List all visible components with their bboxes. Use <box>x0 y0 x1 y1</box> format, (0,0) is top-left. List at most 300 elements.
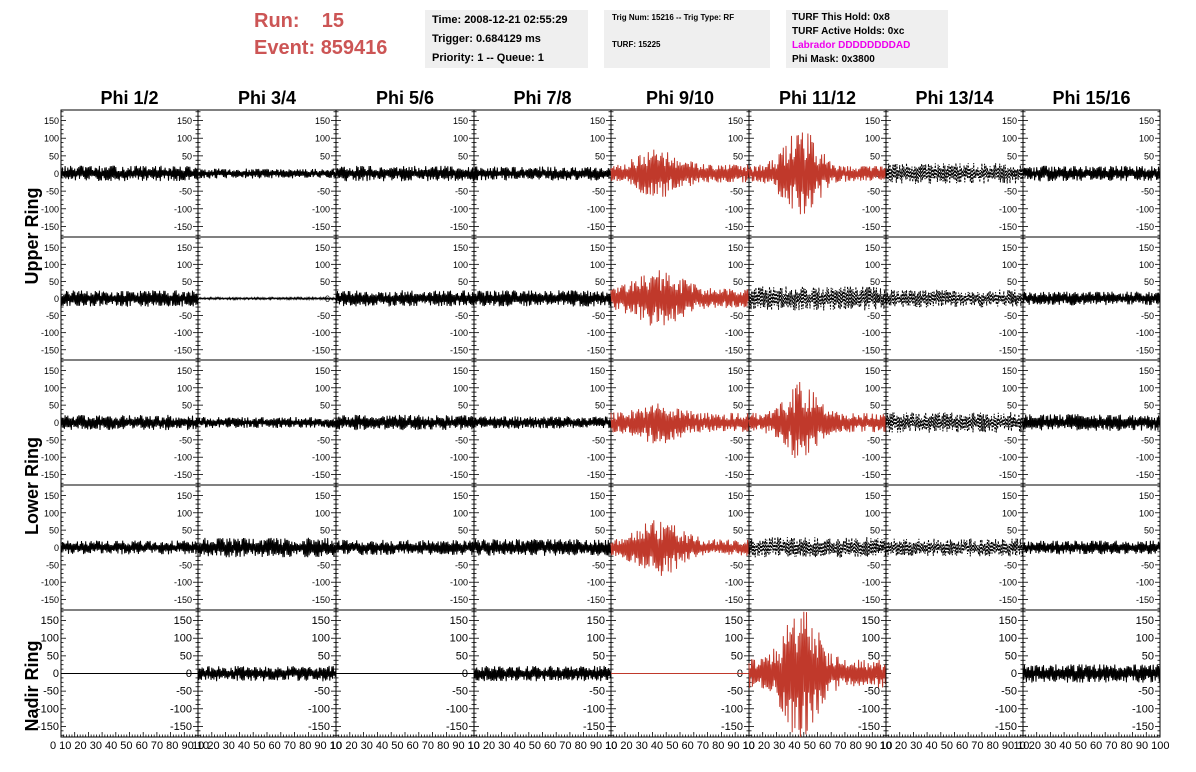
waveform-trace <box>749 286 886 310</box>
y-tick-label: 100 <box>452 383 468 394</box>
x-tick-labels: 10 20 30 40 50 60 70 80 90 10 <box>879 740 1030 752</box>
y-tick-label: 150 <box>727 490 743 501</box>
y-tick-label: 150 <box>314 365 330 376</box>
y-tick-label: 150 <box>864 242 880 253</box>
y-tick-label: -150 <box>449 470 468 481</box>
y-tick-label: -100 <box>1135 452 1154 463</box>
y-tick-label: 0 <box>737 294 743 304</box>
y-tick-label: 150 <box>176 242 192 253</box>
y-tick-label: -150 <box>724 595 743 606</box>
y-tick-label: -100 <box>586 204 605 215</box>
y-tick-label-left: 50 <box>48 276 59 287</box>
y-tick-label-left: -150 <box>40 595 59 606</box>
y-tick-label: 100 <box>314 259 330 270</box>
y-tick-label: -100 <box>861 452 880 463</box>
y-tick-label: 150 <box>452 242 468 253</box>
waveform-trace <box>198 417 336 428</box>
waveform-trace <box>1023 664 1160 682</box>
y-tick-label: 0 <box>1011 294 1017 304</box>
y-tick-label: -50 <box>1138 685 1154 698</box>
y-tick-label: -150 <box>1135 595 1154 606</box>
y-tick-label: -50 <box>591 186 605 197</box>
y-tick-label: 100 <box>727 133 743 144</box>
y-tick-label: 150 <box>1001 490 1017 501</box>
y-tick-label: -50 <box>591 311 605 322</box>
y-tick-label: 150 <box>589 116 605 127</box>
y-tick-label: 100 <box>176 259 192 270</box>
y-tick-label: -50 <box>866 435 880 446</box>
y-tick-label: -50 <box>866 311 880 322</box>
y-tick-label: 100 <box>1001 383 1017 394</box>
y-tick-label: 100 <box>589 383 605 394</box>
y-tick-label: -150 <box>998 221 1017 232</box>
y-tick-label: -100 <box>1135 328 1154 339</box>
y-tick-label: -50 <box>454 435 468 446</box>
y-tick-label: -150 <box>724 345 743 356</box>
y-tick-label: -50 <box>454 311 468 322</box>
y-tick-label: 100 <box>589 508 605 519</box>
y-tick-label-left: -50 <box>45 435 59 446</box>
y-tick-label: 0 <box>599 418 605 428</box>
y-tick-label-left: 150 <box>43 365 59 376</box>
y-tick-label-left: 150 <box>43 116 59 127</box>
y-tick-label: 0 <box>598 668 605 680</box>
trigger-text: Trigger: 0.684129 ms <box>432 33 541 45</box>
waveform-trace <box>198 169 336 179</box>
waveform-trace <box>474 290 611 306</box>
y-tick-label: 100 <box>449 632 468 645</box>
column-title: Phi 3/4 <box>237 88 297 108</box>
y-tick-label: 150 <box>998 615 1017 628</box>
waveform-trace <box>749 612 886 737</box>
waveform-trace <box>1023 292 1160 306</box>
y-tick-label-left: 0 <box>52 668 59 680</box>
y-tick-label-left: 50 <box>48 525 59 536</box>
turf-hold-text: TURF This Hold: 0x8 <box>792 12 890 23</box>
y-tick-label: 100 <box>311 632 330 645</box>
y-tick-label: 100 <box>724 632 743 645</box>
y-tick-label: -150 <box>1131 720 1154 733</box>
turf-active-text: TURF Active Holds: 0xc <box>792 26 905 37</box>
column-title: Phi 11/12 <box>778 88 857 108</box>
y-tick-label: 150 <box>1138 116 1154 127</box>
y-tick-label: 150 <box>727 242 743 253</box>
y-tick-label: 100 <box>1138 508 1154 519</box>
y-tick-label: 50 <box>457 400 468 411</box>
y-tick-label: -150 <box>173 345 192 356</box>
y-tick-label-left: 0 <box>53 294 59 304</box>
y-tick-label: 0 <box>462 294 468 304</box>
y-tick-label: 0 <box>462 543 468 553</box>
y-tick-label: 100 <box>864 508 880 519</box>
y-tick-label: 0 <box>186 543 192 553</box>
y-tick-label: -100 <box>311 452 330 463</box>
y-tick-label-left: 0 <box>53 418 59 428</box>
y-tick-label: 150 <box>861 615 880 628</box>
y-tick-label: -50 <box>1140 186 1154 197</box>
y-tick-label: -50 <box>729 435 743 446</box>
y-tick-label: 150 <box>586 615 605 628</box>
y-tick-label: -100 <box>998 452 1017 463</box>
y-tick-label: 50 <box>181 151 192 162</box>
y-tick-label: 150 <box>1001 116 1017 127</box>
y-tick-label: -100 <box>724 452 743 463</box>
y-tick-label: 50 <box>181 276 192 287</box>
y-tick-label: 150 <box>864 490 880 501</box>
y-tick-label-left: -150 <box>40 470 59 481</box>
y-tick-label: -100 <box>1131 703 1154 716</box>
column-title: Phi 9/10 <box>645 88 715 108</box>
waveform-trace <box>336 415 474 430</box>
y-tick-label: 0 <box>185 668 192 680</box>
y-tick-label: 150 <box>864 365 880 376</box>
y-tick-label: -150 <box>998 345 1017 356</box>
y-tick-label: -50 <box>454 560 468 571</box>
y-tick-label: -100 <box>998 577 1017 588</box>
y-tick-label-left: -100 <box>36 703 59 716</box>
waveform-trace <box>198 666 336 681</box>
y-tick-label-left: 100 <box>43 259 59 270</box>
y-tick-label: -100 <box>861 204 880 215</box>
y-tick-label: 150 <box>176 116 192 127</box>
panel-frame <box>886 610 1023 737</box>
y-tick-label: 50 <box>869 151 880 162</box>
y-tick-label-left: 0 <box>53 543 59 553</box>
y-tick-label: 50 <box>319 400 330 411</box>
y-tick-label: 50 <box>181 400 192 411</box>
y-tick-label-left: 150 <box>40 615 59 628</box>
y-tick-label: -100 <box>449 452 468 463</box>
y-tick-label: 0 <box>324 294 330 304</box>
y-tick-label: 50 <box>1004 650 1017 663</box>
y-tick-label: -50 <box>452 685 468 698</box>
waveform-trace <box>61 290 198 306</box>
y-tick-label: -150 <box>724 221 743 232</box>
y-tick-label: -50 <box>1140 560 1154 571</box>
column-title: Phi 1/2 <box>100 88 159 108</box>
y-tick-label: 0 <box>874 418 880 428</box>
y-tick-label: 0 <box>1011 169 1017 179</box>
y-tick-label: 50 <box>594 400 605 411</box>
y-tick-label: -50 <box>316 311 330 322</box>
y-tick-label: -100 <box>449 328 468 339</box>
y-tick-label: 50 <box>869 276 880 287</box>
y-tick-label: 150 <box>1138 490 1154 501</box>
waveform-trace <box>1023 541 1160 555</box>
y-tick-label: 150 <box>589 242 605 253</box>
y-tick-label: 150 <box>314 242 330 253</box>
y-tick-label: 50 <box>1006 400 1017 411</box>
y-tick-label-left: -100 <box>40 452 59 463</box>
y-tick-label: -50 <box>1001 685 1017 698</box>
y-tick-label: 0 <box>324 169 330 179</box>
y-tick-label: -150 <box>857 720 880 733</box>
y-tick-label: -150 <box>173 470 192 481</box>
y-tick-label: 50 <box>1006 276 1017 287</box>
y-tick-label: 50 <box>455 650 468 663</box>
waveform-trace <box>749 382 886 458</box>
x-tick-labels: 10 20 30 40 50 60 70 80 90 10 <box>467 740 618 752</box>
y-tick-label: 100 <box>176 383 192 394</box>
y-tick-label: 50 <box>592 650 605 663</box>
priority-text: Priority: 1 -- Queue: 1 <box>432 52 544 64</box>
y-tick-label-left: 150 <box>43 242 59 253</box>
y-tick-label: -150 <box>586 345 605 356</box>
y-tick-label: 100 <box>864 383 880 394</box>
y-tick-label-left: 100 <box>43 383 59 394</box>
y-tick-label: 0 <box>1148 418 1154 428</box>
y-tick-label-left: 50 <box>46 650 59 663</box>
y-tick-label: -100 <box>857 703 880 716</box>
waveform-trace <box>61 541 198 555</box>
y-tick-label: -50 <box>178 186 192 197</box>
y-tick-label: 0 <box>874 169 880 179</box>
y-tick-label: 0 <box>736 668 743 680</box>
y-tick-label: -150 <box>724 470 743 481</box>
y-tick-label-left: -50 <box>45 560 59 571</box>
y-tick-label-left: 50 <box>48 151 59 162</box>
y-tick-label: -50 <box>1140 435 1154 446</box>
y-tick-label: 0 <box>1011 543 1017 553</box>
y-tick-label: -150 <box>1135 345 1154 356</box>
y-tick-label: 100 <box>589 133 605 144</box>
waveform-trace <box>474 416 611 428</box>
x-tick-labels: 10 20 30 40 50 60 70 80 90 10 <box>330 740 480 752</box>
y-tick-label: 0 <box>462 169 468 179</box>
waveform-trace <box>198 538 336 557</box>
y-tick-label: 0 <box>186 418 192 428</box>
y-tick-label: 150 <box>589 365 605 376</box>
y-tick-label: 150 <box>589 490 605 501</box>
y-tick-label: -50 <box>864 685 880 698</box>
y-tick-label: -100 <box>173 577 192 588</box>
row-label: Upper Ring <box>22 187 42 285</box>
y-tick-label: 100 <box>864 259 880 270</box>
y-tick-label: -100 <box>724 577 743 588</box>
y-tick-label: -150 <box>307 720 330 733</box>
y-tick-label: 50 <box>319 151 330 162</box>
y-tick-label-left: -150 <box>40 345 59 356</box>
y-tick-label: 0 <box>462 418 468 428</box>
y-tick-label: 150 <box>173 615 192 628</box>
y-tick-label: -150 <box>449 221 468 232</box>
run-label: Run: <box>254 10 300 32</box>
y-tick-label: 150 <box>176 490 192 501</box>
y-tick-label: -50 <box>454 186 468 197</box>
y-tick-label: -150 <box>861 221 880 232</box>
y-tick-label: 100 <box>314 508 330 519</box>
y-tick-label: -150 <box>173 595 192 606</box>
y-tick-label-left: -100 <box>40 328 59 339</box>
y-tick-label: 50 <box>457 151 468 162</box>
y-tick-label: -50 <box>178 311 192 322</box>
y-tick-label: 50 <box>730 650 743 663</box>
y-tick-label: -100 <box>311 577 330 588</box>
y-tick-label: 100 <box>998 632 1017 645</box>
y-tick-label: 50 <box>594 151 605 162</box>
y-tick-label: 150 <box>314 490 330 501</box>
y-tick-label: -100 <box>861 328 880 339</box>
y-tick-label: -150 <box>998 470 1017 481</box>
y-tick-label: -150 <box>173 221 192 232</box>
row-label: Nadir Ring <box>22 640 42 732</box>
y-tick-label-left: -100 <box>40 204 59 215</box>
y-tick-label: -100 <box>307 703 330 716</box>
y-tick-label: 100 <box>1135 632 1154 645</box>
waveform-trace <box>886 412 1023 433</box>
y-tick-label: 0 <box>186 294 192 304</box>
y-tick-label: -150 <box>861 345 880 356</box>
y-tick-label: 150 <box>1001 365 1017 376</box>
column-title: Phi 7/8 <box>513 88 572 108</box>
y-tick-label: 150 <box>1138 242 1154 253</box>
x-tick-labels: 10 20 30 40 50 60 70 80 90 10 <box>192 740 342 752</box>
y-tick-label: 100 <box>452 259 468 270</box>
y-tick-label: -50 <box>1140 311 1154 322</box>
y-tick-label: 50 <box>732 525 743 536</box>
y-tick-label: -50 <box>591 435 605 446</box>
y-tick-label: 50 <box>594 276 605 287</box>
waveform-trace <box>61 166 198 181</box>
y-tick-label: -100 <box>1135 204 1154 215</box>
row-label: Lower Ring <box>22 437 42 535</box>
waveform-trace <box>749 537 886 558</box>
y-tick-label-left: 100 <box>40 632 59 645</box>
y-tick-label: 50 <box>732 400 743 411</box>
y-tick-label: 150 <box>724 615 743 628</box>
y-tick-label: -100 <box>1135 577 1154 588</box>
time-text: Time: 2008-12-21 02:55:29 <box>432 14 568 26</box>
x-tick-labels: 10 20 30 40 50 60 70 80 90 100 <box>1013 740 1170 752</box>
y-tick-label: 50 <box>867 650 880 663</box>
y-tick-label: -150 <box>449 345 468 356</box>
waveform-trace <box>749 133 886 215</box>
labrador-text: Labrador DDDDDDDDAD <box>792 40 911 51</box>
y-tick-label: -100 <box>445 703 468 716</box>
y-tick-label: 0 <box>874 543 880 553</box>
y-tick-label: 100 <box>861 632 880 645</box>
waveform-trace <box>336 540 474 555</box>
y-tick-label: -150 <box>1135 221 1154 232</box>
y-tick-label: 150 <box>1001 242 1017 253</box>
y-tick-label: 50 <box>1143 525 1154 536</box>
y-tick-label: -150 <box>720 720 743 733</box>
y-tick-label: 50 <box>1006 151 1017 162</box>
y-tick-label: -150 <box>1135 470 1154 481</box>
y-tick-label: 100 <box>589 259 605 270</box>
y-tick-label: -50 <box>176 685 192 698</box>
y-tick-label: -100 <box>724 328 743 339</box>
y-tick-label: 0 <box>1148 294 1154 304</box>
y-tick-label-left: 0 <box>53 169 59 179</box>
trig-num-text: Trig Num: 15216 -- Trig Type: RF <box>612 13 735 22</box>
y-tick-label-left: 50 <box>48 400 59 411</box>
y-tick-label: 100 <box>314 133 330 144</box>
y-tick-label: 150 <box>864 116 880 127</box>
y-tick-label: -100 <box>173 452 192 463</box>
waveform-trace <box>611 270 749 325</box>
waveform-trace <box>611 404 749 444</box>
y-tick-label: -100 <box>586 577 605 588</box>
y-tick-label: -100 <box>724 204 743 215</box>
y-tick-label: -150 <box>586 470 605 481</box>
y-tick-label: -50 <box>866 560 880 571</box>
y-tick-label: -50 <box>1003 560 1017 571</box>
y-tick-label: 0 <box>323 668 330 680</box>
y-tick-label: 100 <box>1001 133 1017 144</box>
y-tick-label: 0 <box>1147 668 1154 680</box>
y-tick-label: 50 <box>317 650 330 663</box>
y-tick-label: 0 <box>1010 668 1017 680</box>
y-tick-label: 100 <box>173 632 192 645</box>
y-tick-label-left: -50 <box>43 685 59 698</box>
y-tick-label: 0 <box>873 668 880 680</box>
waveform-trace <box>474 539 611 556</box>
x-tick-labels: 0 10 20 30 40 50 60 70 80 90 10 <box>49 740 210 752</box>
waveform-trace <box>886 163 1023 184</box>
y-tick-label: 50 <box>1141 650 1154 663</box>
y-tick-label: 100 <box>727 383 743 394</box>
y-tick-label: -50 <box>1003 435 1017 446</box>
y-tick-label: -100 <box>449 577 468 588</box>
y-tick-label: 50 <box>457 276 468 287</box>
y-tick-label: -100 <box>998 328 1017 339</box>
y-tick-label: 100 <box>727 508 743 519</box>
y-tick-label: 0 <box>324 418 330 428</box>
y-tick-label: -100 <box>449 204 468 215</box>
turf-text: TURF: 15225 <box>612 40 661 49</box>
waveform-trace <box>611 520 749 576</box>
y-tick-label: -150 <box>998 595 1017 606</box>
y-tick-label: 0 <box>1148 169 1154 179</box>
y-tick-label: -50 <box>729 560 743 571</box>
y-tick-label: 50 <box>181 525 192 536</box>
y-tick-label: 100 <box>1138 259 1154 270</box>
y-tick-label: 100 <box>1001 508 1017 519</box>
y-tick-label: 100 <box>586 632 605 645</box>
y-tick-label-left: -100 <box>40 577 59 588</box>
y-tick-label: -100 <box>582 703 605 716</box>
waveform-trace <box>474 167 611 181</box>
y-tick-label: 0 <box>599 294 605 304</box>
y-tick-label: -50 <box>866 186 880 197</box>
waveform-trace <box>336 290 474 306</box>
y-tick-label: -100 <box>861 577 880 588</box>
y-tick-label-left: -150 <box>40 221 59 232</box>
y-tick-label: 100 <box>314 383 330 394</box>
y-tick-label: 0 <box>874 294 880 304</box>
y-tick-label: -50 <box>1003 311 1017 322</box>
y-tick-label: 150 <box>449 615 468 628</box>
y-tick-label: -50 <box>178 435 192 446</box>
y-tick-label: 50 <box>1143 400 1154 411</box>
y-tick-label: -100 <box>586 452 605 463</box>
y-tick-label: -150 <box>861 595 880 606</box>
y-tick-label: 0 <box>461 668 468 680</box>
y-tick-label: -150 <box>311 345 330 356</box>
y-tick-label: 0 <box>737 418 743 428</box>
y-tick-label: -100 <box>173 204 192 215</box>
y-tick-label: -150 <box>169 720 192 733</box>
y-tick-label: 100 <box>1138 133 1154 144</box>
y-tick-label: 0 <box>1011 418 1017 428</box>
y-tick-label: 50 <box>1143 276 1154 287</box>
y-tick-label: -50 <box>727 685 743 698</box>
y-tick-label: -100 <box>311 328 330 339</box>
waveform-trace <box>611 150 749 197</box>
y-tick-label: -100 <box>169 703 192 716</box>
waveform-trace <box>886 539 1023 557</box>
